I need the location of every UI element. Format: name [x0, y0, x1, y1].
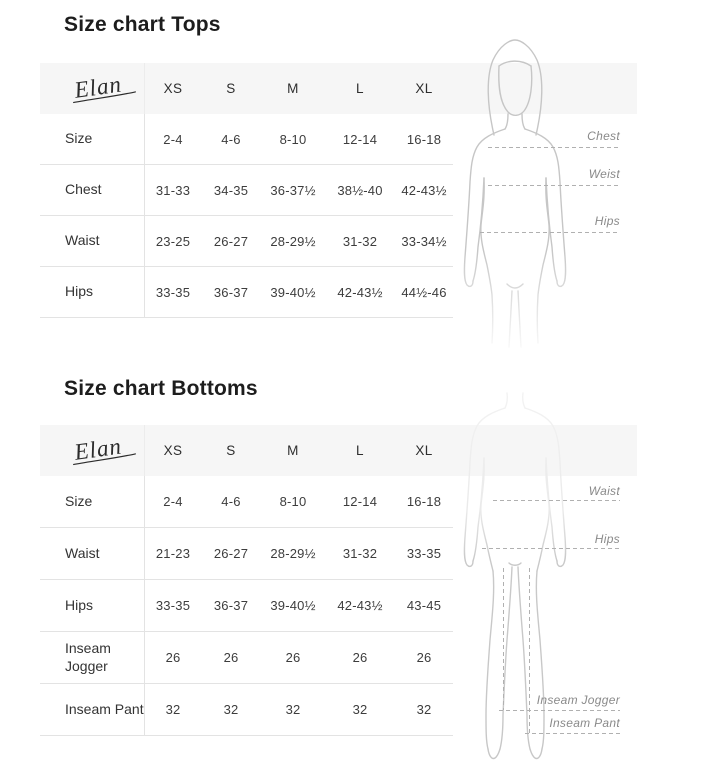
table-row	[40, 632, 453, 684]
column-header-l: L	[356, 443, 364, 458]
column-header-m: M	[287, 81, 299, 96]
cell-value: 38½-40	[337, 182, 383, 198]
row-label: Inseam Jogger	[40, 632, 145, 683]
table-row	[40, 684, 453, 736]
tops-section-title: Size chart Tops	[64, 13, 221, 36]
chest-measure-label: Chest	[587, 129, 620, 143]
cell-value: 4-6	[221, 131, 241, 147]
table-row	[40, 476, 453, 528]
column-header-m: M	[287, 443, 299, 458]
inseam-jogger-vertical-line	[503, 568, 504, 710]
brand-logo	[40, 63, 145, 114]
cell-value: 33-35	[155, 598, 191, 613]
cell-value: 39-40½	[270, 284, 316, 300]
column-header-xl: XL	[415, 443, 433, 458]
table-row	[40, 165, 453, 216]
brand-signature-icon	[65, 431, 144, 471]
cell-value: 32	[223, 702, 239, 717]
brand-logo-text: Elan	[72, 71, 124, 104]
column-header-s: S	[226, 443, 236, 458]
cell-value: 42-43½	[337, 284, 383, 300]
cell-value: 44½-46	[401, 284, 447, 300]
cell-value: 33-35	[406, 546, 442, 561]
table-row	[40, 114, 453, 165]
row-label: Chest	[40, 165, 145, 215]
cell-value: 8-10	[279, 131, 307, 147]
row-label: Hips	[40, 267, 145, 317]
cell-value: 36-37	[213, 598, 249, 613]
cell-value: 39-40½	[270, 598, 316, 613]
waist-measure-line	[488, 185, 620, 186]
column-header-xs: XS	[163, 81, 183, 96]
cell-value: 32	[165, 702, 181, 717]
cell-value: 2-4	[163, 131, 183, 147]
cell-value: 26	[285, 650, 301, 665]
column-header-xs: XS	[163, 443, 183, 458]
female-body-bottoms-illustration	[455, 385, 640, 765]
cell-value: 36-37	[213, 284, 249, 300]
cell-value: 34-35	[213, 182, 249, 198]
cell-value: 4-6	[221, 494, 241, 509]
cell-value: 32	[285, 702, 301, 717]
inseam-pant-vertical-line	[529, 568, 530, 733]
table-row	[40, 580, 453, 632]
cell-value: 32	[416, 702, 432, 717]
cell-value: 16-18	[406, 494, 442, 509]
row-label: Inseam Pant	[40, 684, 145, 735]
cell-value: 28-29½	[270, 233, 316, 249]
inseam-pant-measure-line	[525, 733, 620, 734]
table-row	[40, 267, 453, 318]
column-header-l: L	[356, 81, 364, 96]
inseam-jogger-label: Inseam Jogger	[536, 693, 620, 707]
cell-value: 23-25	[155, 233, 191, 249]
hips-measure-label: Hips	[594, 532, 620, 546]
cell-value: 31-32	[342, 546, 378, 561]
tops-figure	[455, 35, 640, 350]
cell-value: 33-35	[155, 284, 191, 300]
cell-value: 42-43½	[401, 182, 447, 198]
cell-value: 31-33	[155, 182, 191, 198]
row-label: Size	[40, 476, 145, 527]
cell-value: 2-4	[163, 494, 183, 509]
waist-measure-label: Waist	[588, 484, 620, 498]
bottoms-section-title: Size chart Bottoms	[64, 377, 258, 400]
female-body-tops-illustration	[455, 35, 640, 350]
column-header-s: S	[226, 81, 236, 96]
brand-signature-icon	[65, 69, 144, 109]
cell-value: 16-18	[406, 131, 442, 147]
cell-value: 26-27	[213, 546, 249, 561]
table-row	[40, 528, 453, 580]
row-label: Hips	[40, 580, 145, 631]
hips-measure-line	[482, 548, 620, 549]
row-label: Size	[40, 114, 145, 164]
cell-value: 36-37½	[270, 182, 316, 198]
hips-measure-line	[480, 232, 620, 233]
cell-value: 21-23	[155, 546, 191, 561]
cell-value: 32	[352, 702, 368, 717]
cell-value: 26-27	[213, 233, 249, 249]
cell-value: 26	[416, 650, 432, 665]
tops-size-table	[40, 114, 453, 318]
cell-value: 33-34½	[401, 233, 447, 249]
waist-measure-line	[493, 500, 620, 501]
chest-measure-line	[488, 147, 620, 148]
cell-value: 26	[165, 650, 181, 665]
cell-value: 28-29½	[270, 546, 316, 561]
row-label: Waist	[40, 528, 145, 579]
inseam-jogger-measure-line	[499, 710, 620, 711]
cell-value: 43-45	[406, 598, 442, 613]
cell-value: 31-32	[342, 233, 378, 249]
waist-measure-label: Weist	[588, 167, 620, 181]
hips-measure-label: Hips	[594, 214, 620, 228]
cell-value: 8-10	[279, 494, 307, 509]
brand-logo	[40, 425, 145, 476]
inseam-pant-label: Inseam Pant	[549, 716, 620, 730]
bottoms-figure	[455, 385, 640, 765]
cell-value: 26	[352, 650, 368, 665]
bottoms-size-table	[40, 476, 453, 736]
cell-value: 42-43½	[337, 598, 383, 613]
row-label: Waist	[40, 216, 145, 266]
column-header-xl: XL	[415, 81, 433, 96]
cell-value: 26	[223, 650, 239, 665]
cell-value: 12-14	[342, 131, 378, 147]
brand-logo-text: Elan	[72, 433, 124, 466]
cell-value: 12-14	[342, 494, 378, 509]
table-row	[40, 216, 453, 267]
